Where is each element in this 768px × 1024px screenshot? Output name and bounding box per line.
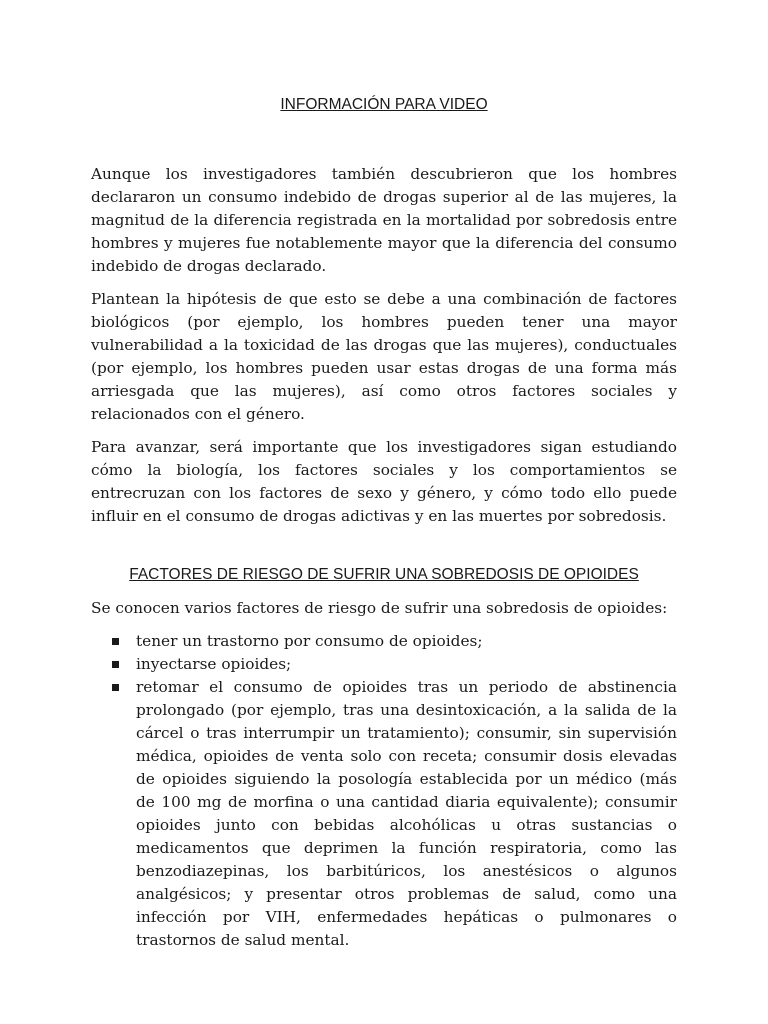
square-bullet-icon bbox=[112, 638, 119, 645]
list-item bbox=[91, 630, 677, 653]
risk-factors-intro: Se conocen varios factores de riesgo de sufrir una sobredosis de opioides: bbox=[91, 599, 668, 617]
list-item-text: retomar el consumo de opioides tras un periodo de abstinencia prolongado (por ejemplo, tras una desintoxicación, a la salida de la cárcel o tras interrumpir un tratamiento); consumir, sin supervisión médica, opioides de venta solo con receta; consumir dosis elevadas de opioides siguiendo la posología establecida por un médico (más de 100 mg de morfina o una cantidad diaria equivalente); consumir opioides junto con bebidas alcohólicas u otras sustancias o medicamentos que deprimen la función respiratoria, como las benzodiazepinas, los barbitúricos, los anestésicos o algunos analgésicos; y presentar otros problemas de salud, como una infección por VIH, enfermedades hepáticas o pulmonares o trastornos de salud mental. bbox=[136, 678, 677, 949]
square-bullet-icon bbox=[112, 684, 119, 691]
list-item bbox=[91, 653, 677, 676]
list-item-text: inyectarse opioides; bbox=[136, 655, 292, 673]
paragraph-mortality-difference: Aunque los investigadores también descubrieron que los hombres declararon un consumo indebido de drogas superior al de las mujeres, la magnitud de la diferencia registrada en la mortalidad por sobredosis entre hombres y mujeres fue notablemente mayor que la diferencia del consumo indebido de drogas declarado. bbox=[91, 165, 677, 275]
paragraph-hypothesis: Plantean la hipótesis de que esto se debe a una combinación de factores biológicos (por ejemplo, los hombres pueden tener una mayor vulnerabilidad a la toxicidad de las drogas que las mujeres), conductuales (por ejemplo, los hombres pueden usar estas drogas de una forma más arriesgada que las mujeres), así como otros factores sociales y relacionados con el género. bbox=[91, 290, 677, 423]
document-page bbox=[91, 93, 677, 952]
section-title-video-info: INFORMACIÓN PARA VIDEO bbox=[280, 96, 488, 113]
paragraph-future-research: Para avanzar, será importante que los investigadores sigan estudiando cómo la biología, los factores sociales y los comportamientos se entrecruzan con los factores de sexo y género, y cómo todo ello puede influir en el consumo de drogas adictivas y en las muertes por sobredosis. bbox=[91, 438, 677, 525]
square-bullet-icon bbox=[112, 661, 119, 668]
section-title-risk-factors: FACTORES DE RIESGO DE SUFRIR UNA SOBREDOSIS DE OPIOIDES bbox=[129, 566, 639, 583]
risk-factors-list bbox=[91, 630, 677, 952]
list-item bbox=[91, 676, 677, 952]
list-item-text: tener un trastorno por consumo de opioides; bbox=[136, 632, 483, 650]
